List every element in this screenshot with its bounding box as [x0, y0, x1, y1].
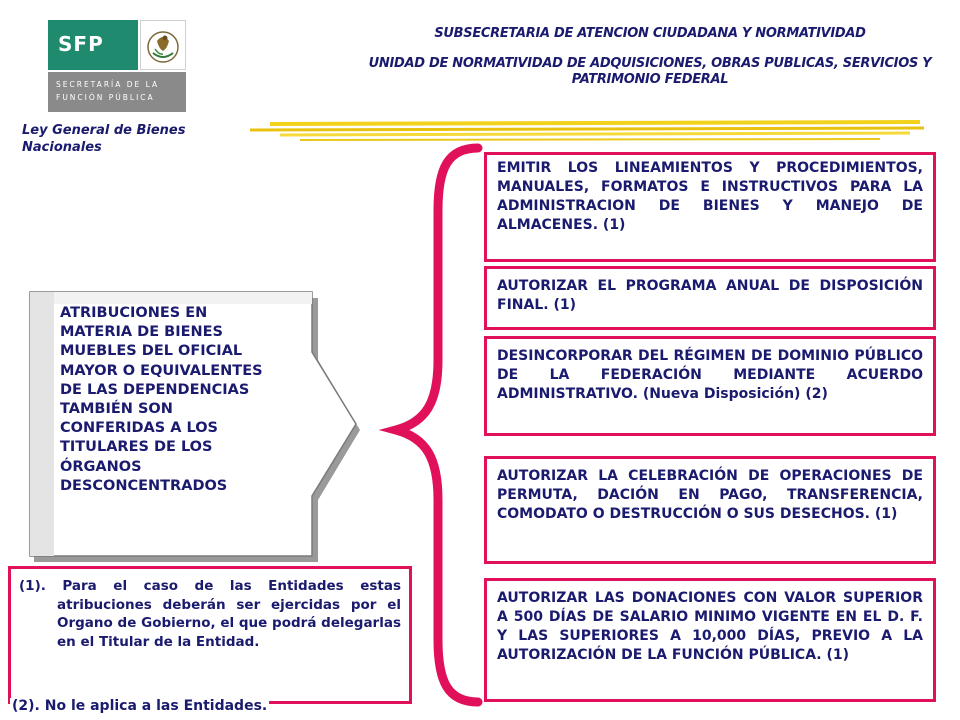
attribution-text-5: AUTORIZAR LAS DONACIONES CON VALOR SUPERIOR A 500 DÍAS DE SALARIO MINIMO VIGENTE EN EL D. F. Y LAS SUPERIORES A 10,000 DÍAS, PREVIO A LA AUTORIZACIÓN DE LA FUNCIÓN PÚBLICA. (1) — [497, 590, 923, 663]
attribution-text-2: AUTORIZAR EL PROGRAMA ANUAL DE DISPOSICIÓN FINAL. (1) — [497, 278, 923, 313]
footnote-2: (2). No le aplica a las Entidades. — [12, 698, 268, 714]
footnote-box — [8, 566, 412, 704]
footnote-1: (1). Para el caso de las Entidades estas atribuciones deberán ser ejercidas por el Organo de Gobierno, el que podrá delegarlas en el Titular de la Entidad. — [19, 578, 401, 650]
logo-gray-block — [48, 72, 186, 112]
header-line2: UNIDAD DE NORMATIVIDAD DE ADQUISICIONES, OBRAS PUBLICAS, SERVICIOS Y PATRIMONIO FEDERAL — [368, 56, 932, 87]
logo-line2: FUNCIÓN PÚBLICA — [56, 93, 155, 102]
sfp-logo — [48, 20, 186, 112]
mexico-seal-icon — [140, 20, 186, 70]
header-line1: SUBSECRETARIA DE ATENCION CIUDADANA Y NORMATIVIDAD — [434, 26, 866, 41]
law-label: Ley General de Bienes Nacionales — [22, 123, 186, 155]
attribution-box-1 — [484, 152, 936, 262]
logo-green-block — [48, 20, 138, 70]
attribution-box-4 — [484, 456, 936, 564]
attribution-text-3: DESINCORPORAR DEL RÉGIMEN DE DOMINIO PÚBLICO DE LA FEDERACIÓN MEDIANTE ACUERDO ADMINISTRATIVO. (Nueva Disposición) (2) — [497, 348, 923, 402]
attribution-text-1: EMITIR LOS LINEAMIENTOS Y PROCEDIMIENTOS, MANUALES, FORMATOS E INSTRUCTIVOS PARA LA ADMINISTRACION DE BIENES Y MANEJO DE ALMACENES. (1) — [497, 160, 923, 233]
logo-line1: SECRETARÍA DE LA — [56, 80, 160, 89]
attribution-box-2 — [484, 266, 936, 330]
arrow-heading: ATRIBUCIONES EN MATERIA DE BIENES MUEBLES DEL OFICIAL MAYOR O EQUIVALENTES DE LAS DEPENDENCIAS TAMBIÉN SON CONFERIDAS A LOS TITULARES DE LOS ÓRGANOS DESCONCENTRADOS — [60, 305, 263, 494]
logo-brand: SFP — [58, 32, 104, 56]
attribution-box-5 — [484, 578, 936, 702]
attribution-box-3 — [484, 336, 936, 436]
footnote-text — [11, 569, 409, 651]
yellow-brush-strokes — [240, 112, 930, 146]
attribution-text-4: AUTORIZAR LA CELEBRACIÓN DE OPERACIONES DE PERMUTA, DACIÓN EN PAGO, TRANSFERENCIA, COMODATO O DESTRUCCIÓN O SUS DESECHOS. (1) — [497, 468, 923, 522]
